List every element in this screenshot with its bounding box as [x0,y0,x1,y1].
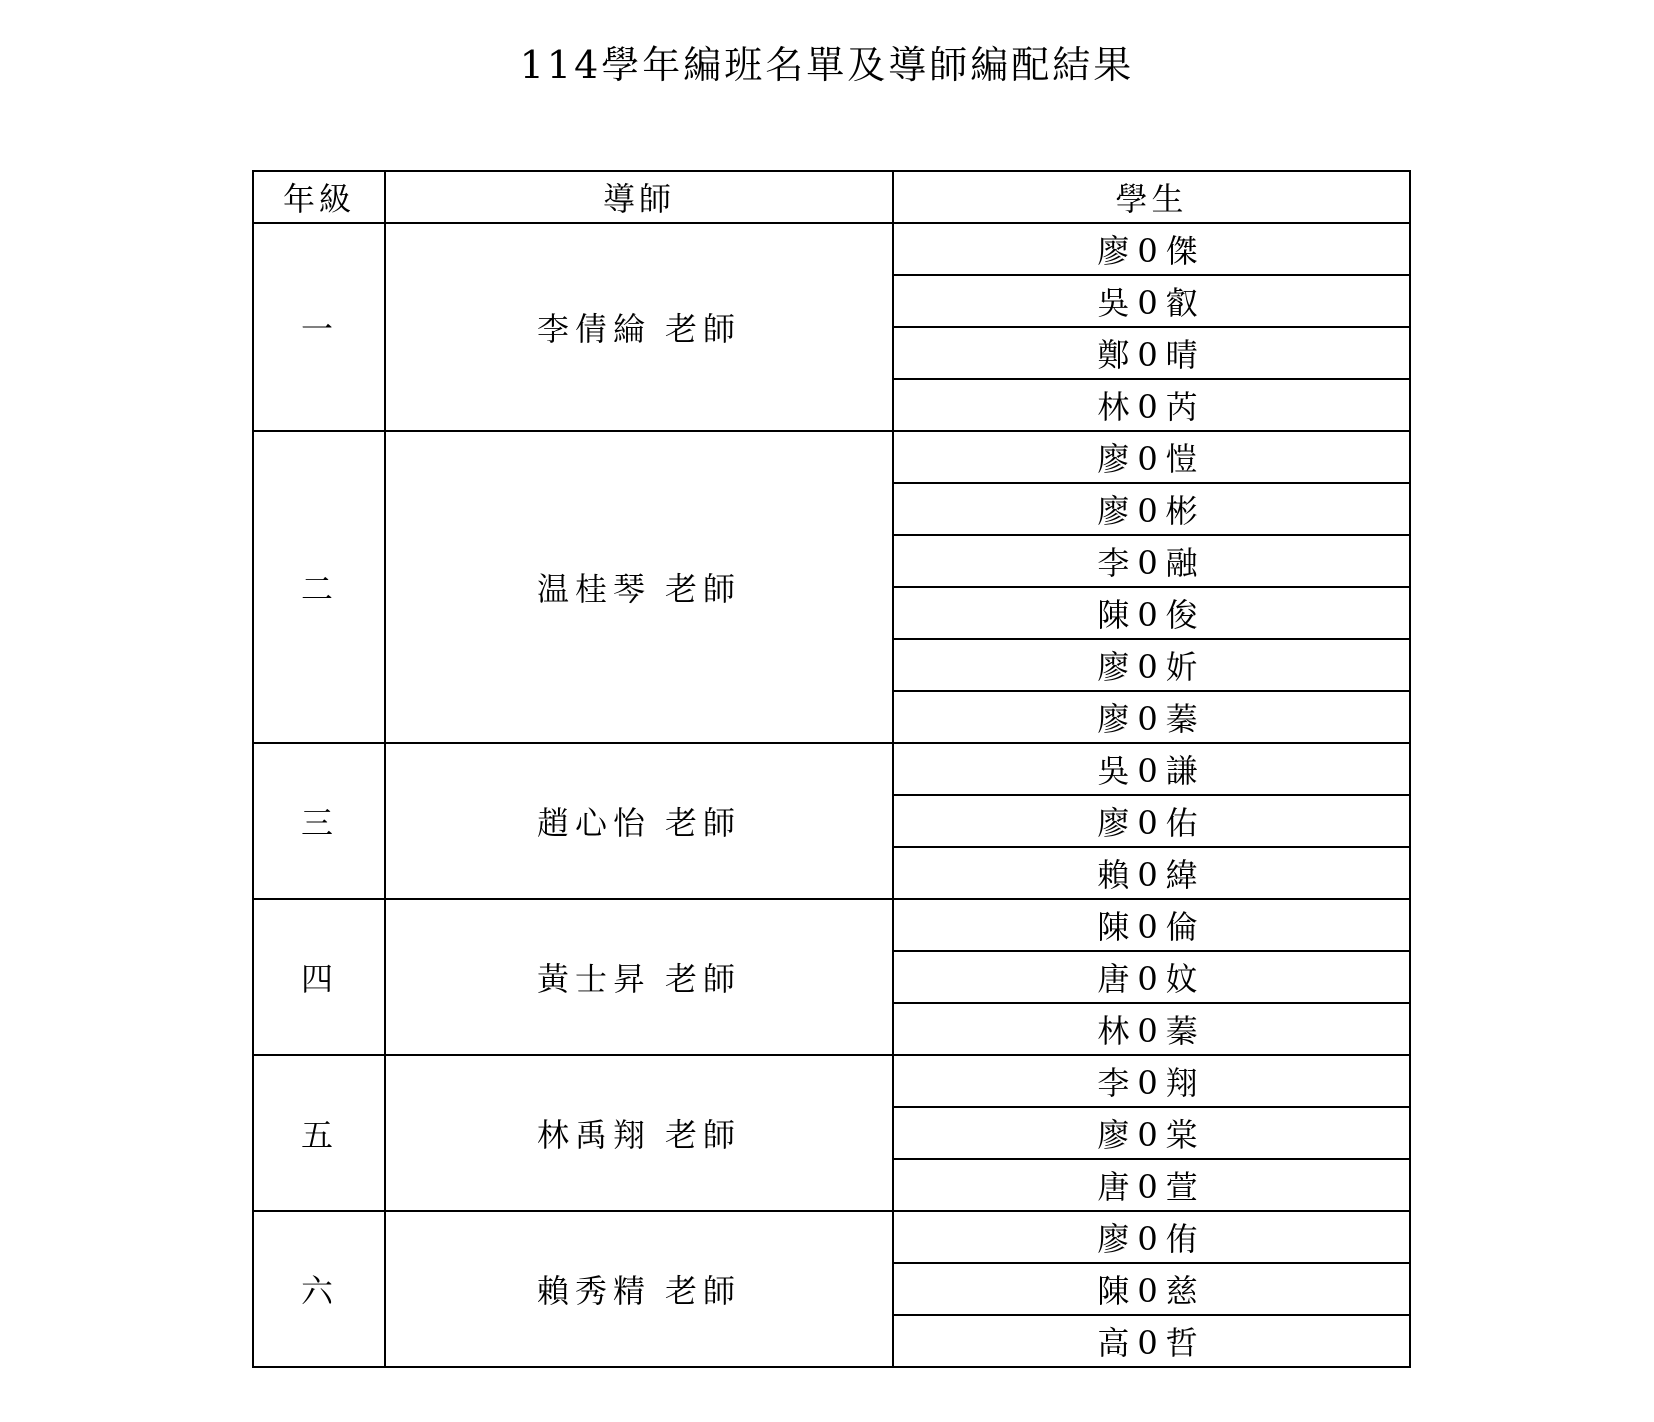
teacher-cell [385,223,893,431]
student-cell [893,327,1410,379]
student-cell [893,847,1410,899]
student-name: 賴0緯 [1097,856,1206,894]
student-cell [893,795,1410,847]
student-name: 林0蓁 [1097,1012,1206,1050]
student-name: 吳0謙 [1097,752,1206,790]
teacher-cell [385,431,893,743]
student-name: 高0哲 [1097,1324,1206,1362]
student-cell [893,223,1410,275]
teacher-title: 老師 [665,804,742,842]
teacher-name: 李倩綸 [536,310,651,348]
student-cell [893,1107,1410,1159]
student-cell [893,1263,1410,1315]
table-row [253,223,1410,275]
teacher-name: 趙心怡 [536,804,651,842]
student-name: 陳0慈 [1097,1272,1206,1310]
teacher-title: 老師 [665,1272,742,1310]
student-cell [893,639,1410,691]
grade-cell: 六 [253,1211,385,1367]
student-cell [893,483,1410,535]
student-name: 鄭0晴 [1097,336,1206,374]
header-student: 學生 [893,171,1410,223]
student-cell [893,1003,1410,1055]
teacher-cell [385,1055,893,1211]
student-name: 廖0傑 [1097,232,1206,270]
student-name: 吳0叡 [1097,284,1206,322]
student-name: 廖0愷 [1097,440,1206,478]
student-name: 廖0蓁 [1097,700,1206,738]
grade-cell: 五 [253,1055,385,1211]
student-name: 李0翔 [1097,1064,1206,1102]
grade-cell: 三 [253,743,385,899]
student-name: 廖0彬 [1097,492,1206,530]
grade-cell: 一 [253,223,385,431]
student-name: 廖0妡 [1097,648,1206,686]
grade-cell: 四 [253,899,385,1055]
student-cell [893,1055,1410,1107]
teacher-title: 老師 [665,310,742,348]
student-name: 陳0俊 [1097,596,1206,634]
student-cell [893,743,1410,795]
student-name: 廖0佑 [1097,804,1206,842]
teacher-name: 賴秀精 [536,1272,651,1310]
class-roster-table [252,170,1411,1368]
table-row [253,1055,1410,1107]
student-name: 李0融 [1097,544,1206,582]
student-cell [893,899,1410,951]
teacher-name: 林禹翔 [536,1116,651,1154]
teacher-cell [385,1211,893,1367]
student-name: 唐0萱 [1097,1168,1206,1206]
page-title: 114學年編班名單及導師編配結果 [519,43,1135,87]
grade-cell: 二 [253,431,385,743]
header-grade: 年級 [253,171,385,223]
roster-body [253,223,1410,1367]
teacher-name: 温桂琴 [536,570,651,608]
header-row [253,171,1410,223]
student-cell [893,1315,1410,1367]
table-row [253,1211,1410,1263]
student-cell [893,587,1410,639]
student-cell [893,431,1410,483]
student-name: 廖0侑 [1097,1220,1206,1258]
student-cell [893,275,1410,327]
teacher-title: 老師 [665,960,742,998]
teacher-title: 老師 [665,570,742,608]
table-row [253,899,1410,951]
teacher-cell [385,743,893,899]
student-name: 林0芮 [1097,388,1206,426]
table-row [253,431,1410,483]
student-name: 唐0妏 [1097,960,1206,998]
header-teacher: 導師 [385,171,893,223]
student-cell [893,1159,1410,1211]
teacher-name: 黃士昇 [536,960,651,998]
teacher-title: 老師 [665,1116,742,1154]
table-row [253,743,1410,795]
student-name: 廖0棠 [1097,1116,1206,1154]
student-cell [893,691,1410,743]
student-cell [893,951,1410,1003]
student-name: 陳0倫 [1097,908,1206,946]
student-cell [893,1211,1410,1263]
student-cell [893,379,1410,431]
teacher-cell [385,899,893,1055]
student-cell [893,535,1410,587]
